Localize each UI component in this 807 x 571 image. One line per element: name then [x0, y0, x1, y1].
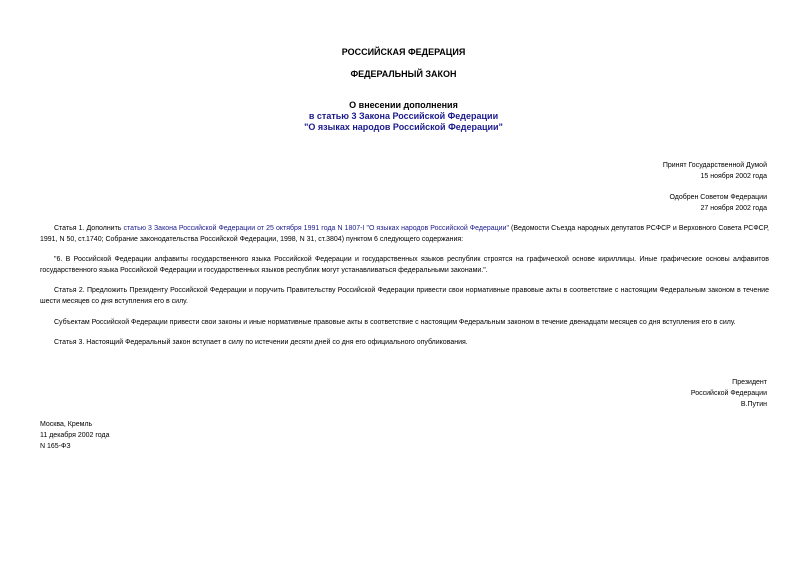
article-1-quote: "6. В Российской Федерации алфавиты государственного языка Российской Федерации и государственных языков республик строятся на графической основе кириллицы. Иные графические основы алфавитов государственного языка Российской Федерации и государственных языков республик могут устанавливаться федеральными законами.". [40, 256, 769, 274]
document-law-type: ФЕДЕРАЛЬНЫЙ ЗАКОН [350, 69, 457, 79]
title-line-3: "О языках народов Российской Федерации" [304, 122, 503, 132]
title-line-2: в статью 3 Закона Российской Федерации [308, 111, 499, 121]
signature-name: В.Путин [740, 401, 767, 408]
approved-block [669, 192, 767, 214]
approved-label: Одобрен Советом Федерации [669, 194, 767, 201]
signature-position: Президент [732, 379, 767, 386]
article-1-suffix: (Ведомости Съезда народных депутатов РСФСР и Верховного Совета РСФСР, 1991, N 50, ст.1740; Собрание законодательства Российской Федерации, 1998, N 31, ст.3804) пунктом 6 следующего содержания: [40, 225, 769, 243]
article-1-prefix: Статья 1. Дополнить [54, 225, 124, 232]
article-1-link[interactable]: статью 3 Закона Российской Федерации от 25 октября 1991 года N 1807-I "О языках народов Российской Федерации" [123, 225, 509, 232]
article-3: Статья 3. Настоящий Федеральный закон вступает в силу по истечении десяти дней со дня его официального опубликования. [54, 339, 468, 346]
adopted-label: Принят Государственной Думой [662, 162, 767, 169]
article-2: Статья 2. Предложить Президенту Российской Федерации и поручить Правительству Российской Федерации привести свои нормативные правовые акты в соответствие с настоящим Федеральным законом в течение шести месяцев со дня вступления его в силу. [40, 287, 769, 305]
adopted-block [663, 160, 767, 182]
law-number: N 165-ФЗ [40, 443, 71, 450]
place-city: Москва, Кремль [40, 421, 93, 428]
article-2-subjects: Субъектам Российской Федерации привести свои законы и иные нормативные правовые акты в соответствие с настоящим Федеральным законом в течение двенадцати месяцев со дня вступления его в силу. [54, 319, 736, 326]
approved-date: 27 ноября 2002 года [700, 205, 767, 212]
document-title [0, 100, 807, 133]
signature-country: Российской Федерации [690, 390, 767, 397]
signature-block [691, 377, 767, 410]
place-block [40, 419, 110, 452]
title-line-1: О внесении дополнения [349, 100, 458, 110]
adopted-date: 15 ноября 2002 года [700, 173, 767, 180]
document-country: РОССИЙСКАЯ ФЕДЕРАЦИЯ [341, 47, 466, 57]
place-date: 11 декабря 2002 года [40, 432, 110, 439]
article-1 [40, 223, 769, 245]
